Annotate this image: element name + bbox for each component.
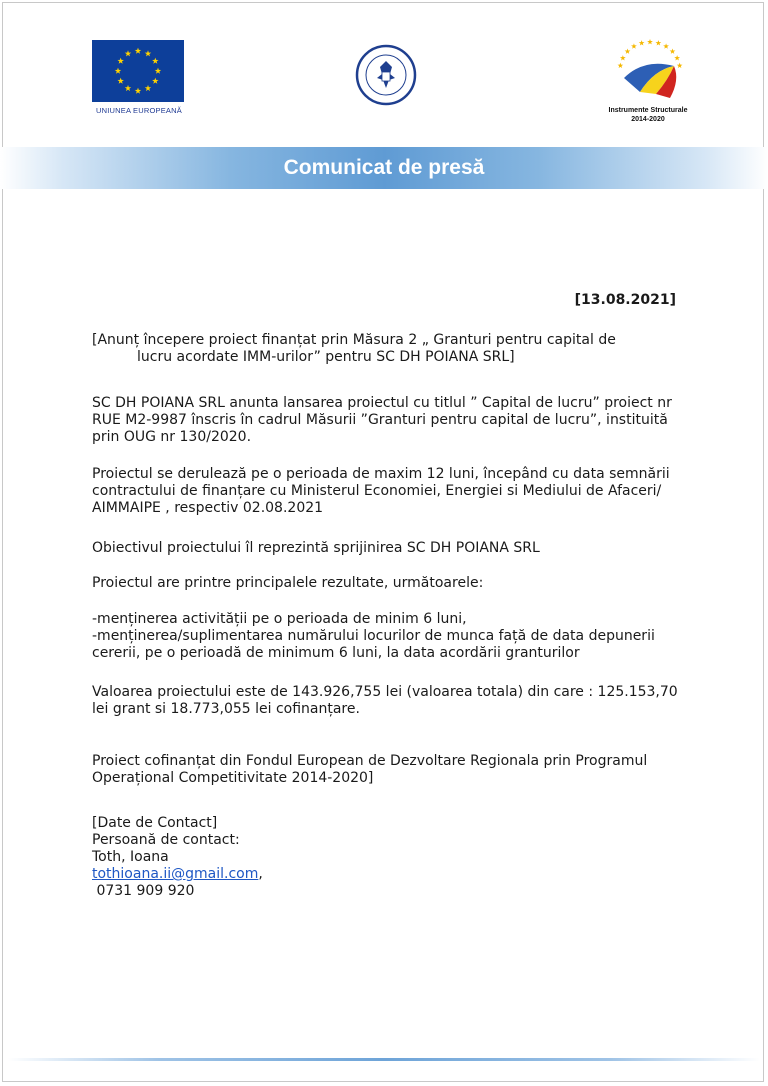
footer-line [8, 1058, 760, 1061]
release-date: [13.08.2021] [574, 292, 676, 308]
is-star-icon [677, 63, 683, 68]
structural-instruments-logo [592, 36, 704, 124]
contact-name: Toth, Ioana [92, 849, 169, 865]
project-title: [Anunț începere proiect finanțat prin Măsura 2 „ Granturi pentru capital de lucru acordate IMM-urilor” pentru SC DH POIANA SRL] [92, 332, 616, 365]
results-list [92, 611, 692, 662]
eu-logo [92, 40, 186, 115]
funding-paragraph: Proiect cofinanțat din Fondul European de Dezvoltare Regionala prin Programul Operațional Competitivitate 2014-2020] [92, 753, 648, 786]
is-star-icon [663, 43, 669, 48]
result-item: cererii, pe o perioadă de minimum 6 luni, la data acordării granturilor [92, 645, 580, 661]
is-star-icon [674, 55, 680, 60]
results-intro: Proiectul are printre principalele rezultate, următoarele: [92, 575, 484, 591]
value-paragraph: Valoarea proiectului este de 143.926,755 lei (valoarea totala) din care : 125.153,70 lei grant si 18.773,055 lei cofinanțare. [92, 684, 678, 717]
intro-paragraph: SC DH POIANA SRL anunta lansarea proiectul cu titlul ” Capital de lucru” proiect nr RUE M2-9987 înscris în cadrul Măsurii ”Granturi pentru capital de lucru”, instituită prin OUG nr 130/2020. [92, 395, 672, 445]
is-star-icon [647, 39, 653, 44]
contact-phone: 0731 909 920 [92, 883, 195, 899]
contact-email-line: tothioana.ii@gmail.com, [92, 866, 263, 882]
result-item: -menținerea/suplimentarea numărului locurilor de munca față de data depunerii [92, 628, 655, 644]
structural-instruments-icon [610, 36, 690, 104]
is-star-icon [618, 63, 624, 68]
is-star-icon [620, 55, 626, 60]
is-star-icon [625, 48, 631, 53]
objective-paragraph: Obiectivul proiectului îl reprezintă sprijinirea SC DH POIANA SRL [92, 540, 540, 556]
eu-label: UNIUNEA EUROPEANĂ [96, 106, 182, 115]
result-item: -menținerea activității pe o perioada de minim 6 luni, [92, 611, 467, 627]
contact-block [92, 815, 692, 900]
contact-person-label: Persoană de contact: [92, 832, 240, 848]
is-star-icon [639, 40, 645, 45]
is-star-icon [631, 43, 637, 48]
duration-paragraph: Proiectul se derulează pe o perioada de maxim 12 luni, începând cu data semnării contractului de finanțare cu Ministerul Economiei, Energiei si Mediului de Afaceri/ AIMMAIPE , respectiv 02.08.2021 [92, 466, 670, 516]
government-seal-icon [355, 44, 417, 106]
contact-heading: [Date de Contact] [92, 815, 218, 831]
banner-title: Comunicat de presă [283, 156, 485, 179]
contact-email-link[interactable]: tothioana.ii@gmail.com [92, 866, 259, 882]
is-star-icon [670, 48, 676, 53]
press-release-banner [0, 147, 768, 189]
eu-flag-icon [92, 40, 184, 102]
is-star-icon [656, 40, 662, 45]
structural-instruments-label: Instrumente Structurale 2014-2020 [608, 107, 688, 123]
